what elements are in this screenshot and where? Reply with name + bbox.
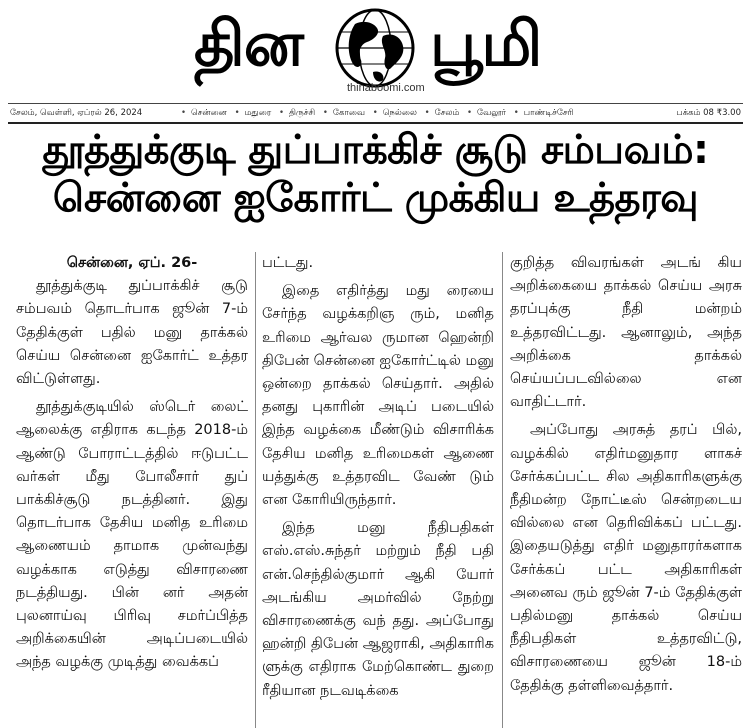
column-divider — [255, 252, 256, 728]
article-dateline: சென்னை, ஏப். 26- — [66, 255, 198, 271]
article-paragraph: தூத்துக்குடி துப்பாக்கிச் சூடு சம்பவம் தொடர்பாக ஜூன் 7-ம் தேதிக்குள் பதில் மனு தாக்கல் செய்ய சென்னை ஐகோர்ட் உத்தர விட்டுள்ளது. — [16, 278, 248, 388]
article-paragraph: இந்த மனு நீதிபதிகள் எஸ்.எஸ்.சுந்தர் மற்றும் நீதி பதி என்.செந்தில்குமார் ஆகி யோர் அடங்கிய அமர்வில் நேற்று விசாரணைக்கு வந் தது. அப்போது ஹன்றி திபேன் ஆஜராகி, அதிகாரிக ளுக்கு எதிராக மேற்கொண்ட துறை ரீதியான நடவடிக்கை — [262, 520, 494, 699]
site-url: thinaboomi.com — [347, 82, 425, 94]
city-item: கோவை — [332, 108, 365, 118]
masthead — [0, 0, 751, 100]
article-paragraph: இதை எதிர்த்து மது ரையை சேர்ந்த வழக்கறிஞ ரும், மனித உரிமை ஆர்வல ருமான ஹென்றி திபேன் சென்னை ஐகோர்ட்டில் மனு ஒன்றை தாக்கல் செய்தார். அதில் தனது புகாரின் அடிப் படையில் இந்த வழக்கை மீண்டும் விசாரிக்க தேசிய மனித உரிமைகள் ஆணை யத்துக்கு உத்தரவிட வேண் டும் என கோரியிருந்தார். — [262, 283, 494, 509]
article-column-3 — [510, 252, 742, 728]
city-item: மதுரை — [244, 108, 272, 118]
masthead-title-left: தின — [194, 7, 303, 80]
article-paragraph: பட்டது. — [262, 255, 314, 271]
edition-date: சேலம், வெள்ளி, ஏப்ரல் 26, 2024 — [10, 108, 143, 118]
article-paragraph: அப்போது அரசுத் தரப் பில், வழக்கில் எதிர்மனுதார ளாகச் சேர்க்கப்பட்ட சில அதிகாரிகளுக்கு நீதிமன்ற நோட்டீஸ் சென்றடைய வில்லை என தெரிவிக்கப் பட்டது. இதையடுத்து எதிர் மனுதாரர்களாக சேர்க்கப் பட்ட அதிகாரிகள் அனைவ ரும் ஜூன் 7-ம் தேதிக்குள் பதில்மனு தாக்கல் செய்ய நீதிபதிகள் உத்தரவிட்டு, விசாரணையை ஜூன் 18-ம் தேதிக்கு தள்ளிவைத்தார். — [510, 422, 742, 694]
city-item: நெல்லை — [382, 108, 417, 118]
article-paragraph: தூத்துக்குடியில் ஸ்டெர் லைட் ஆலைக்கு எதிராக கடந்த 2018-ம் ஆண்டு போராட்டத்தில் ஈடுபட்ட வர்கள் மீது போலீசார் துப் பாக்கிச்சூடு நடத்தினர். இது தொடர்பாக தேசிய மனித உரிமை ஆணையம் தாமாக முன்வந்து வழக்காக எடுத்து விசாரணை நடத்தியது. பின் னர் அதன் புலனாய்வு பிரிவு சமர்ப்பித்த அறிக்கையின் அடிப்படையில் அந்த வழக்கு முடித்து வைக்கப் — [16, 399, 248, 671]
column-divider — [502, 252, 503, 728]
globe-logo-icon — [333, 6, 417, 90]
headline-line-1: தூத்துக்குடி துப்பாக்கிச் சூடு சம்பவம்: — [42, 127, 709, 173]
page-number-price: பக்கம் 08 ₹3.00 — [676, 108, 741, 118]
city-item: சென்னை — [191, 108, 227, 118]
headline-line-2: சென்னை ஐகோர்ட் முக்கிய உத்தரவு — [52, 175, 699, 221]
masthead-title-right: பூமி — [430, 7, 542, 80]
city-item: சேலம் — [434, 108, 460, 118]
article-column-2 — [262, 252, 494, 728]
edition-cities: • சென்னை • மதுரை • திருச்சி • கோவை • நெல்லை • சேலம் • வேலூர் • பாண்டிச்சேரி — [181, 108, 574, 118]
article-paragraph: குறித்த விவரங்கள் அடங் கிய அறிக்கையை தாக்கல் செய்ய அரசு தரப்புக்கு நீதி மன்றம் உத்தரவிட்டது. ஆனாலும், அந்த அறிக்கை தாக்கல் செய்யப்படவில்லை என வாதிட்டார். — [510, 255, 742, 411]
headline — [0, 126, 751, 222]
city-item: வேலூர் — [477, 108, 507, 118]
city-item: திருச்சி — [288, 108, 316, 118]
city-item: பாண்டிச்சேரி — [523, 108, 574, 118]
edition-bar — [8, 103, 743, 124]
article-column-1 — [16, 252, 248, 728]
